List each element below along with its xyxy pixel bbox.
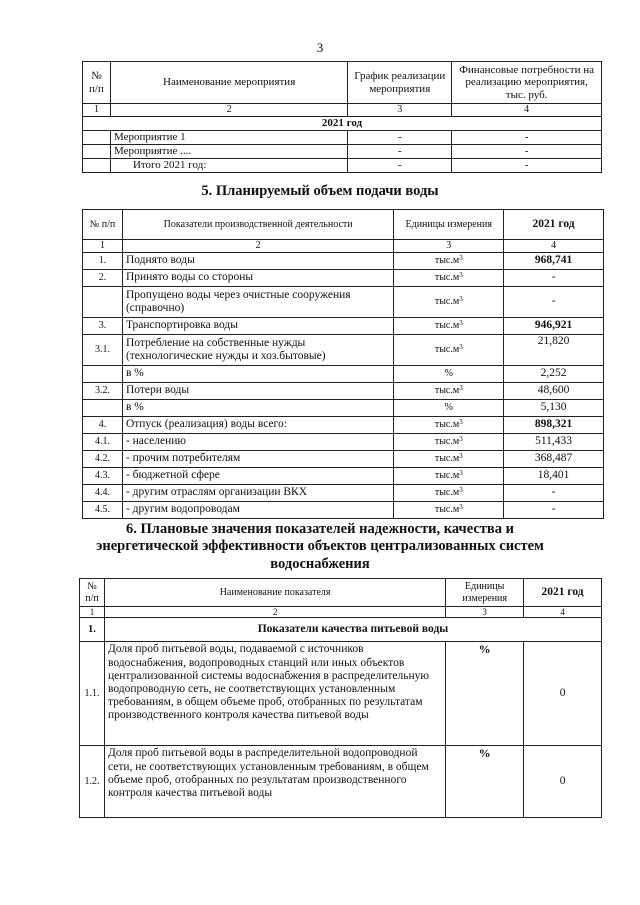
row-value: - [504, 287, 604, 318]
header-schedule: График реализации мероприятия [348, 62, 452, 104]
col-number: 4 [504, 240, 604, 253]
header-units: Единицы измерения [446, 579, 524, 607]
table-row [83, 383, 604, 400]
table-row [80, 746, 602, 818]
row-num: 4. [83, 417, 123, 434]
row-value: - [504, 270, 604, 287]
row-unit: % [394, 366, 504, 383]
header-year: 2021 год [504, 210, 604, 240]
table-row [83, 158, 602, 172]
row-value: 946,921 [504, 318, 604, 335]
table-row [83, 253, 604, 270]
row-name: - прочим потребителям [122, 451, 393, 468]
col-number: 1 [80, 607, 105, 618]
activity-finance: - [452, 130, 602, 144]
row-unit: $тыс.м^3$ [394, 318, 504, 335]
table-row [83, 434, 604, 451]
header-num: № п/п [80, 579, 105, 607]
section-5-title: 5. Планируемый объем подачи воды [201, 183, 439, 199]
row-num: 3. [83, 318, 123, 335]
row-unit: % [394, 400, 504, 417]
activity-finance: - [452, 144, 602, 158]
row-name: Доля проб питьевой воды в распределительной водопроводной сети, не соответствующих установленным требованиям, в общем объеме проб, отобранных по результатам производственного контроля качества питьевой воды [104, 746, 445, 818]
row-name: Потери воды [122, 383, 393, 400]
group-title: Показатели качества питьевой воды [104, 618, 601, 642]
indicators-table [79, 578, 602, 818]
row-num: 1.1. [80, 642, 105, 746]
col-number: 1 [83, 240, 123, 253]
activity-total: Итого 2021 год: [110, 158, 347, 172]
row-unit: $тыс.м^3$ [394, 451, 504, 468]
col-number: 2 [110, 104, 347, 117]
row-num: 2. [83, 270, 123, 287]
activity-schedule: - [348, 144, 452, 158]
row-unit: $тыс.м^3$ [394, 253, 504, 270]
row-num [83, 287, 123, 318]
row-unit: $тыс.м^3$ [394, 485, 504, 502]
row-value: 48,600 [504, 383, 604, 400]
header-indicator-name: Наименование показателя [104, 579, 445, 607]
col-number: 3 [446, 607, 524, 618]
table-row [83, 130, 602, 144]
row-value: 968,741 [504, 253, 604, 270]
row-value: 0 [524, 746, 602, 818]
col-number: 3 [348, 104, 452, 117]
row-unit: $тыс.м^3$ [394, 335, 504, 366]
row-num: 4.2. [83, 451, 123, 468]
header-activity-name: Наименование мероприятия [110, 62, 347, 104]
row-value: 511,433 [504, 434, 604, 451]
table-row [83, 270, 604, 287]
row-num: 4.1. [83, 434, 123, 451]
row-name: Потребление на собственные нужды (технологические нужды и хоз.бытовые) [122, 335, 393, 366]
activity-name: Мероприятие 1 [110, 130, 347, 144]
table-row [83, 451, 604, 468]
page-number: 3 [316, 40, 324, 55]
row-num: 3.1. [83, 335, 123, 366]
row-num [83, 400, 123, 417]
col-number: 2 [122, 240, 393, 253]
row-num [83, 366, 123, 383]
header-indicator: Показатели производственной деятельности [122, 210, 393, 240]
row-unit: % [446, 642, 524, 746]
row-value: - [504, 485, 604, 502]
header-year: 2021 год [524, 579, 602, 607]
row-value: 368,487 [504, 451, 604, 468]
col-number: 4 [452, 104, 602, 117]
activity-schedule: - [348, 158, 452, 172]
row-name: Поднято воды [122, 253, 393, 270]
row-value: 5,130 [504, 400, 604, 417]
header-finance: Финансовые потребности на реализацию мероприятия, тыс. руб. [452, 62, 602, 104]
row-num: 4.4. [83, 485, 123, 502]
row-num: 3.2. [83, 383, 123, 400]
row-unit: $тыс.м^3$ [394, 434, 504, 451]
row-name: в % [122, 400, 393, 417]
table-row [83, 366, 604, 383]
table-row [83, 468, 604, 485]
header-num: № п/п [83, 62, 111, 104]
row-name: - бюджетной сфере [122, 468, 393, 485]
table-row [83, 400, 604, 417]
col-number: 4 [524, 607, 602, 618]
table-row [83, 502, 604, 519]
row-unit: $тыс.м^3$ [394, 383, 504, 400]
row-name: - другим отраслям организации ВКХ [122, 485, 393, 502]
row-name: Пропущено воды через очистные сооружения (справочно) [122, 287, 393, 318]
row-value: 898,321 [504, 417, 604, 434]
row-num: 4.5. [83, 502, 123, 519]
row-name: - другим водопроводам [122, 502, 393, 519]
header-num: № п/п [83, 210, 123, 240]
table-row [83, 287, 604, 318]
row-name: Принято воды со стороны [122, 270, 393, 287]
activity-finance: - [452, 158, 602, 172]
row-name: - населению [122, 434, 393, 451]
table-row [83, 318, 604, 335]
water-supply-table [82, 209, 604, 519]
activities-table [82, 61, 602, 173]
row-num: 1. [83, 253, 123, 270]
year-row: 2021 год [83, 116, 602, 130]
table-row [83, 485, 604, 502]
row-name: Отпуск (реализация) воды всего: [122, 417, 393, 434]
row-unit: $тыс.м^3$ [394, 502, 504, 519]
row-value: - [504, 502, 604, 519]
activity-schedule: - [348, 130, 452, 144]
row-name: Доля проб питьевой воды, подаваемой с источников водоснабжения, водопроводных станций или иных объектов централизованной системы водоснабжения в распределительную водопроводную сеть, не соответствующих установленным требованиям, в общем объеме проб, отобранных по результатам производственного контроля качества питьевой воды [104, 642, 445, 746]
table-row [83, 417, 604, 434]
row-num: 4.3. [83, 468, 123, 485]
row-unit: $тыс.м^3$ [394, 468, 504, 485]
row-num: 1.2. [80, 746, 105, 818]
col-number: 2 [104, 607, 445, 618]
row-unit: $тыс.м^3$ [394, 270, 504, 287]
activity-name: Мероприятие .... [110, 144, 347, 158]
row-unit: % [446, 746, 524, 818]
row-unit: $тыс.м^3$ [394, 287, 504, 318]
header-units: Единицы измерения [394, 210, 504, 240]
row-name: в % [122, 366, 393, 383]
row-name: Транспортировка воды [122, 318, 393, 335]
group-num: 1. [80, 618, 105, 642]
col-number: 3 [394, 240, 504, 253]
table-row [83, 144, 602, 158]
section-6-title: 6. Плановые значения показателей надежности, качества и энергетической эффективности объектов централизованных систем водоснабжения [96, 521, 544, 572]
row-value: 0 [524, 642, 602, 746]
table-row [80, 642, 602, 746]
row-value: 2,252 [504, 366, 604, 383]
row-value: 21,820 [504, 335, 604, 366]
row-unit: $тыс.м^3$ [394, 417, 504, 434]
col-number: 1 [83, 104, 111, 117]
row-value: 18,401 [504, 468, 604, 485]
table-row [83, 335, 604, 366]
